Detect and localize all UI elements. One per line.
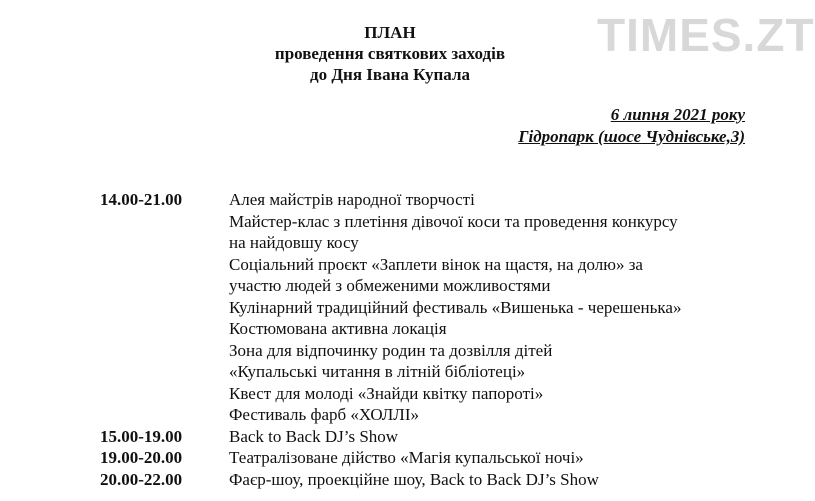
- site-logo: TIMES.ZT: [597, 9, 815, 61]
- schedule-time: 14.00-21.00: [100, 190, 183, 209]
- schedule-list: [0, 189, 777, 490]
- schedule-time: 15.00-19.00: [100, 426, 183, 446]
- document-header: [240, 22, 540, 85]
- schedule-item: «Купальські читання в літній бібліотеці»: [229, 362, 526, 381]
- schedule-row: [0, 447, 777, 469]
- schedule-item: Квест для молоді «Знайди квітку папороті»: [229, 383, 544, 403]
- schedule-item: на найдовшу косу: [229, 233, 359, 252]
- event-date: 6 липня 2021 року: [610, 105, 745, 124]
- schedule-time: 20.00-22.00: [100, 469, 183, 489]
- schedule-item: Кулінарний традиційний фестиваль «Вишенька - черешенька»: [229, 297, 682, 317]
- schedule-item: Алея майстрів народної творчості: [229, 190, 475, 209]
- schedule-item: Зона для відпочинку родин та дозвілля дітей: [229, 340, 553, 360]
- schedule-row: [0, 189, 777, 426]
- schedule-item: Фестиваль фарб «ХОЛЛІ»: [229, 405, 419, 424]
- event-location: Гідропарк (шосе Чуднівське,3): [518, 127, 745, 146]
- schedule-row: [0, 469, 777, 491]
- schedule-item: Back to Back DJ’s Show: [229, 426, 399, 446]
- schedule-item: Фаєр-шоу, проекційне шоу, Back to Back DJ’s Show: [229, 469, 599, 489]
- schedule-item: Соціальний проєкт «Заплети вінок на щастя, на долю» за: [229, 254, 643, 274]
- document-title: ПЛАН: [364, 23, 416, 42]
- event-date-location: [518, 104, 745, 148]
- schedule-row: [0, 426, 777, 448]
- schedule-item: участю людей з обмеженими можливостями: [229, 276, 551, 295]
- document-subtitle: до Дня Івана Купала: [309, 65, 470, 84]
- document-subtitle: проведення святкових заходів: [274, 44, 506, 63]
- schedule-item: Театралізоване дійство «Магія купальської ночі»: [229, 448, 584, 467]
- schedule-item: Майстер-клас з плетіння дівочої коси та проведення конкурсу: [229, 211, 678, 231]
- schedule-item: Костюмована активна локація: [229, 319, 447, 338]
- schedule-time: 19.00-20.00: [100, 448, 183, 467]
